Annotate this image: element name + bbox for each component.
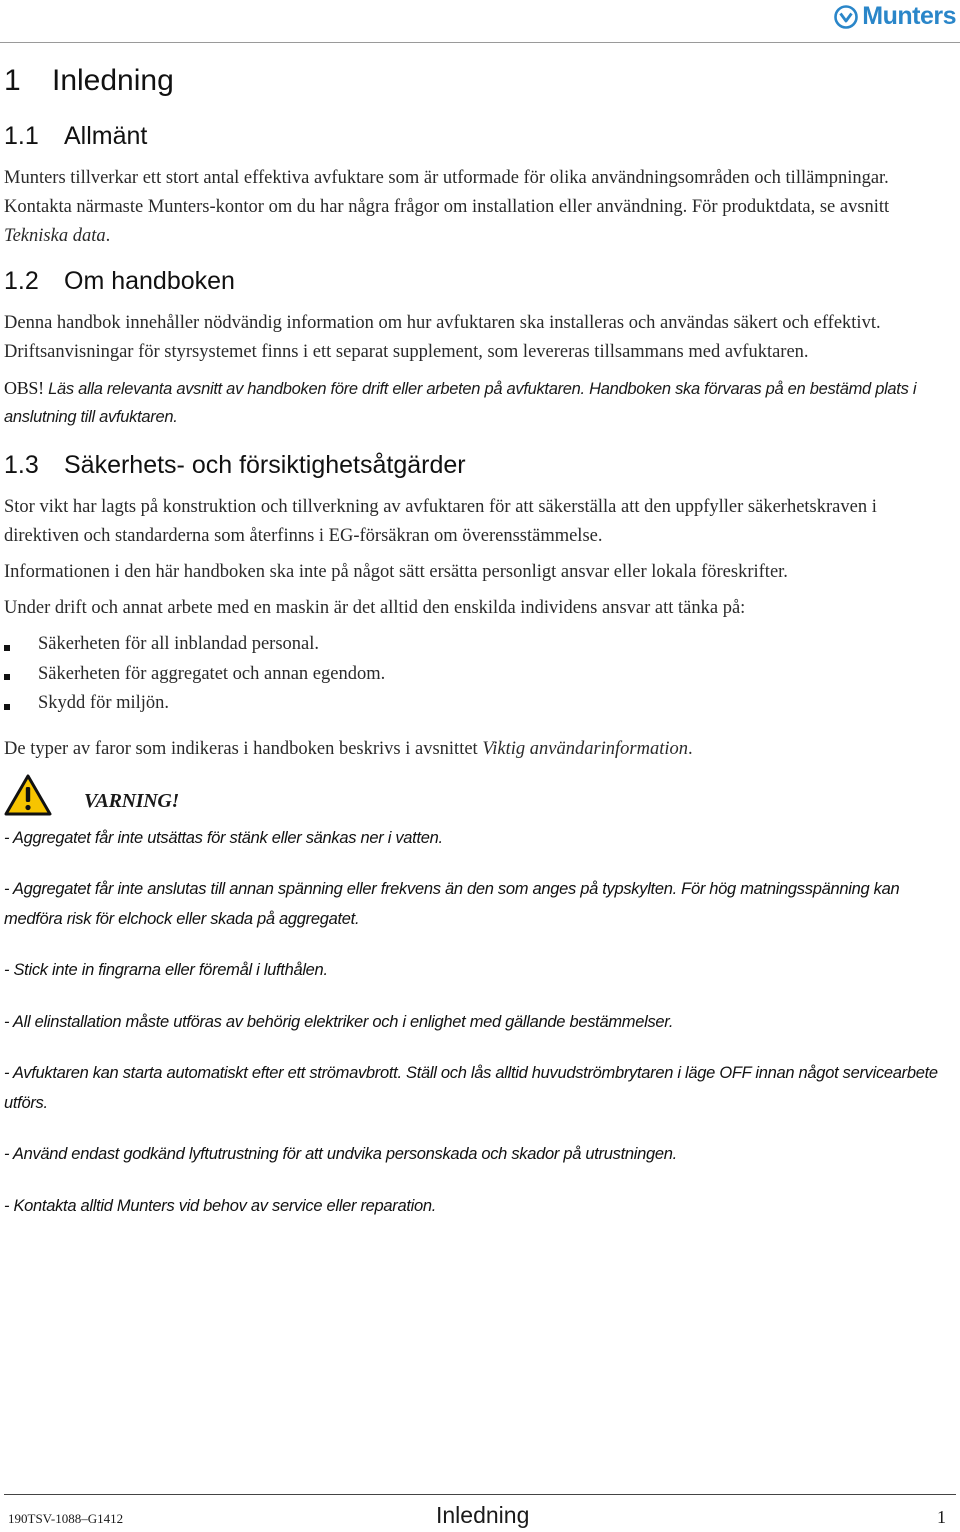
section-title: Om handboken — [64, 267, 235, 295]
safety-bullet-list — [4, 630, 954, 719]
list-item-text: Säkerheten för aggregatet och annan egendom. — [38, 663, 386, 684]
warning-item: - Aggregatet får inte anslutas till annan spänning eller frekvens än den som anges på typskylten. För hög matningsspänning kan medföra risk för elchock eller skada på aggregatet. — [4, 880, 900, 928]
paragraph-text: . — [105, 226, 111, 246]
section-number: 1.3 — [4, 451, 39, 479]
obs-text: Läs alla relevanta avsnitt av handboken före drift eller arbeten på avfuktaren. Handboken ska förvaras på en bestämd plats i anslutning till avfuktaren. — [4, 380, 917, 426]
tekniska-data-reference[interactable]: Tekniska data — [4, 226, 106, 246]
page-content — [4, 62, 954, 1243]
list-item-text: Säkerheten för all inblandad personal. — [38, 634, 319, 654]
section-1-3-heading — [4, 449, 954, 481]
warning-triangle-icon — [4, 774, 52, 816]
general-paragraph — [4, 164, 954, 251]
hazard-types-paragraph — [4, 735, 954, 764]
bullet-icon — [4, 645, 10, 651]
list-item — [4, 660, 954, 690]
safety-paragraph-2: Informationen i den här handboken ska inte på något sätt ersätta personligt ansvar eller lokala föreskrifter. — [4, 562, 788, 582]
list-item — [4, 630, 954, 660]
warning-item: - Använd endast godkänd lyftutrustning för att undvika personskada och skador på utrustningen. — [4, 1145, 677, 1163]
paragraph-text: De typer av faror som indikeras i handboken beskrivs i avsnittet — [4, 738, 483, 759]
munters-logo-icon — [834, 5, 858, 29]
section-number: 1 — [4, 64, 21, 97]
munters-logo — [834, 2, 956, 31]
footer-doc-number: 190TSV-1088–G1412 — [8, 1511, 124, 1526]
obs-note — [4, 374, 954, 431]
section-1-heading — [4, 62, 954, 100]
paragraph-text: Munters tillverkar ett stort antal effektiva avfuktare som är utformade för olika användningsområden och tillämpningar. Kontakta närmaste Munters-kontor om du har några frågor om installation eller användning. För produktdata, se avsnitt — [4, 168, 890, 217]
footer-chapter-title: Inledning — [436, 1502, 530, 1528]
section-title: Inledning — [52, 64, 174, 97]
section-1-2-heading — [4, 265, 954, 297]
header-divider — [0, 42, 960, 43]
warning-list — [4, 824, 954, 1222]
warning-title: VARNING! — [84, 790, 180, 812]
obs-label: OBS! — [4, 378, 44, 398]
section-1-1-heading — [4, 120, 954, 152]
bullet-icon — [4, 674, 10, 680]
safety-paragraph-1: Stor vikt har lagts på konstruktion och tillverkning av avfuktaren för att säkerställa att den uppfyller säkerhetskraven i direktiven och standarderna som återfinns i EG-försäkran om överensstämmelse. — [4, 497, 877, 546]
warning-item: - Kontakta alltid Munters vid behov av service eller reparation. — [4, 1196, 437, 1215]
warning-item: - Avfuktaren kan starta automatiskt efter ett strömavbrott. Ställ och lås alltid huvudströmbrytaren i läge OFF innan något servicearbete utförs. — [4, 1064, 938, 1112]
section-title: Allmänt — [64, 122, 148, 150]
section-title: Säkerhets- och försiktighetsåtgärder — [64, 451, 466, 479]
list-item — [4, 689, 954, 719]
section-number: 1.2 — [4, 267, 39, 295]
viktig-anvandarinformation-reference[interactable]: Viktig användarinformation — [482, 738, 689, 759]
warning-item: - All elinstallation måste utföras av behörig elektriker och i enlighet med gällande bestämmelser. — [4, 1012, 674, 1031]
warning-header — [4, 774, 954, 816]
warning-item: - Aggregatet får inte utsättas för stänk eller sänkas ner i vatten. — [4, 828, 443, 847]
logo-text: Munters — [862, 2, 956, 30]
footer-divider — [4, 1494, 956, 1495]
warning-item: - Stick inte in fingrarna eller föremål i lufthålen. — [4, 961, 328, 979]
section-number: 1.1 — [4, 122, 39, 150]
safety-paragraph-3: Under drift och annat arbete med en maskin är det alltid den enskilda individens ansvar att tänka på: — [4, 598, 746, 618]
bullet-icon — [4, 704, 10, 710]
footer-page-number: 1 — [937, 1507, 946, 1527]
list-item-text: Skydd för miljön. — [38, 693, 170, 713]
paragraph-text: . — [688, 738, 693, 759]
handbook-paragraph: Denna handbok innehåller nödvändig information om hur avfuktaren ska installeras och användas säkert och effektivt. Driftsanvisningar för styrsystemet finns i ett separat supplement, som levereras tillsammans med avfuktaren. — [4, 313, 881, 362]
